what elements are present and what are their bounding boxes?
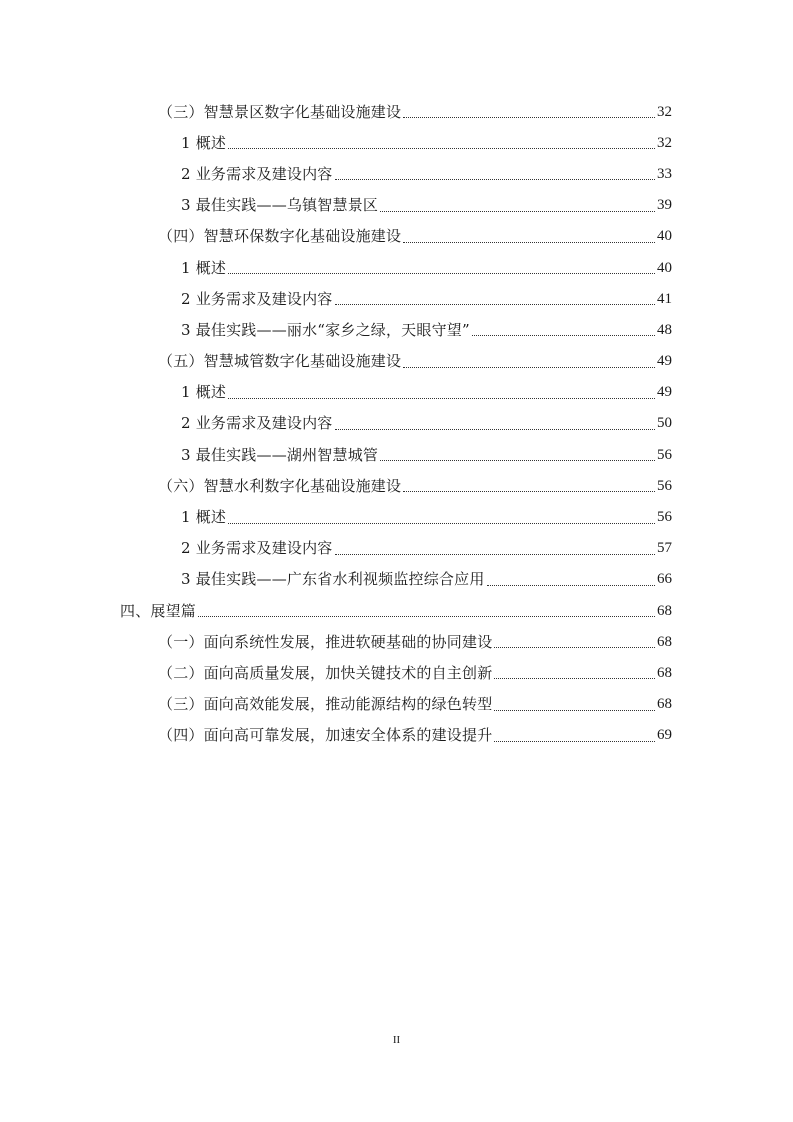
toc-page-number: 68 (657, 602, 672, 619)
toc-entry-title: 2 业务需求及建设内容 (181, 164, 333, 183)
toc-dot-leader (335, 179, 655, 180)
toc-dot-leader (228, 273, 655, 274)
toc-page-number: 56 (657, 446, 672, 463)
toc-page-number: 41 (657, 290, 672, 307)
toc-entry-title: 2 业务需求及建设内容 (181, 539, 333, 558)
toc-entry[interactable] (0, 346, 793, 377)
toc-dot-leader (494, 741, 655, 742)
toc-dot-leader (335, 304, 655, 305)
toc-entry[interactable] (0, 470, 793, 501)
toc-entry-title: 1 概述 (181, 508, 227, 527)
toc-entry[interactable] (0, 377, 793, 408)
toc-page-number: 39 (657, 197, 672, 214)
toc-page-number: 49 (657, 353, 672, 370)
toc-page-number: 56 (657, 509, 672, 526)
toc-page-number: 32 (657, 134, 672, 151)
toc-entry-title: （二）面向高质量发展，加快关键技术的自主创新 (158, 663, 493, 682)
toc-entry[interactable] (0, 96, 793, 127)
toc-entry-title: 2 业务需求及建设内容 (181, 414, 333, 433)
toc-entry-title: 2 业务需求及建设内容 (181, 289, 333, 308)
toc-entry[interactable] (0, 501, 793, 532)
toc-dot-leader (228, 398, 655, 399)
toc-entry-title: （三）面向高效能发展，推动能源结构的绿色转型 (158, 695, 493, 714)
toc-entry-title: 3 最佳实践——湖州智慧城管 (181, 445, 379, 464)
toc-entry[interactable] (0, 252, 793, 283)
toc-entry[interactable] (0, 626, 793, 657)
toc-dot-leader (228, 148, 655, 149)
toc-dot-leader (335, 554, 655, 555)
toc-dot-leader (472, 335, 655, 336)
toc-entry[interactable] (0, 689, 793, 720)
toc-entry[interactable] (0, 127, 793, 158)
toc-entry-title: 四、展望篇 (120, 601, 197, 620)
toc-entry-title: （一）面向系统性发展，推进软硬基础的协同建设 (158, 632, 493, 651)
toc-entry[interactable] (0, 533, 793, 564)
toc-page-number: 68 (657, 633, 672, 650)
toc-dot-leader (487, 585, 655, 586)
toc-entry[interactable] (0, 657, 793, 688)
toc-dot-leader (494, 647, 655, 648)
toc-entry-title: 1 概述 (181, 258, 227, 277)
toc-page-number: 50 (657, 415, 672, 432)
toc-entry[interactable] (0, 158, 793, 189)
toc-entry-title: 3 最佳实践——乌镇智慧景区 (181, 196, 379, 215)
toc-entry-title: 3 最佳实践——广东省水利视频监控综合应用 (181, 570, 485, 589)
toc-entry[interactable] (0, 283, 793, 314)
toc-dot-leader (380, 211, 655, 212)
toc-entry[interactable] (0, 595, 793, 626)
toc-dot-leader (494, 678, 655, 679)
toc-entry-title: （四）面向高可靠发展，加速安全体系的建设提升 (158, 726, 493, 745)
toc-entry-title: （五）智慧城管数字化基础设施建设 (158, 352, 402, 371)
toc-page-number: 48 (657, 321, 672, 338)
toc-dot-leader (335, 429, 655, 430)
toc-page-number: 66 (657, 571, 672, 588)
toc-entry-title: 1 概述 (181, 383, 227, 402)
toc-page-number: 68 (657, 696, 672, 713)
toc-entry-title: （三）智慧景区数字化基础设施建设 (158, 102, 402, 121)
toc-page-number: 69 (657, 727, 672, 744)
toc-entry-title: （六）智慧水利数字化基础设施建设 (158, 476, 402, 495)
toc-page-number: 49 (657, 384, 672, 401)
toc-page-number: 33 (657, 165, 672, 182)
toc-entry[interactable] (0, 720, 793, 751)
toc-dot-leader (403, 242, 655, 243)
toc-entry-title: （四）智慧环保数字化基础设施建设 (158, 227, 402, 246)
toc-dot-leader (228, 523, 655, 524)
toc-entry[interactable] (0, 190, 793, 221)
toc-entry-title: 1 概述 (181, 133, 227, 152)
table-of-contents (0, 96, 793, 751)
toc-page-number: 68 (657, 664, 672, 681)
page-footer-number: II (392, 1034, 401, 1046)
toc-entry[interactable] (0, 314, 793, 345)
toc-entry[interactable] (0, 439, 793, 470)
toc-entry[interactable] (0, 408, 793, 439)
toc-entry[interactable] (0, 564, 793, 595)
toc-dot-leader (403, 117, 655, 118)
toc-page-number: 40 (657, 259, 672, 276)
toc-page-number: 40 (657, 228, 672, 245)
toc-dot-leader (198, 616, 655, 617)
toc-dot-leader (494, 710, 655, 711)
toc-dot-leader (403, 367, 655, 368)
toc-entry[interactable] (0, 221, 793, 252)
toc-page-number: 57 (657, 540, 672, 557)
toc-dot-leader (403, 491, 655, 492)
toc-page-number: 32 (657, 103, 672, 120)
toc-dot-leader (380, 460, 655, 461)
toc-entry-title: 3 最佳实践——丽水“家乡之绿，天眼守望” (181, 320, 470, 339)
toc-page-number: 56 (657, 477, 672, 494)
